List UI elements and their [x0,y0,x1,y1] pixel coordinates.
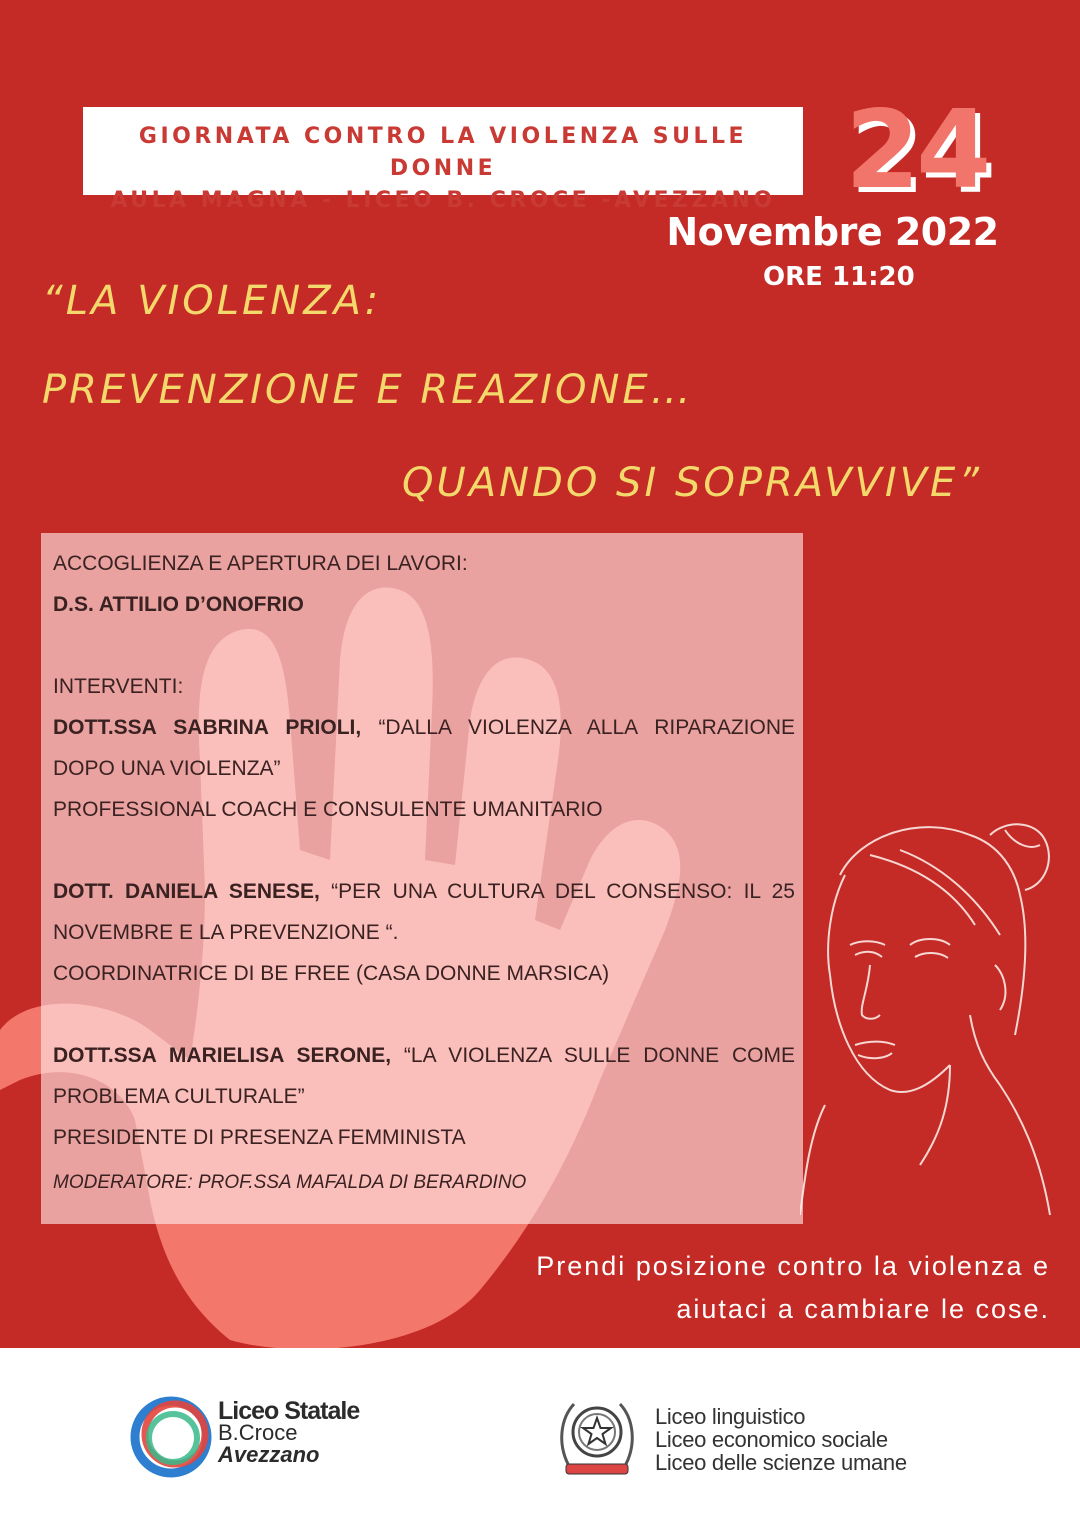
speaker-1-role: PROFESSIONAL COACH E CONSULENTE UMANITARIO [53,798,603,821]
interventions-label: INTERVENTI: [53,675,184,698]
slogan-line-1: Prendi posizione contro la violenza e [536,1251,1050,1281]
speaker-2-talk-cont: NOVEMBRE E LA PREVENZIONE “. [53,921,399,944]
speaker-3-line [53,1035,795,1076]
school-name-3: Avezzano [218,1442,320,1467]
program-box [41,533,803,1224]
speaker-3-name: DOTT.SSA MARIELISA SERONE, [53,1044,392,1067]
school-name-2: B.Croce [218,1420,298,1445]
speaker-2-line [53,871,795,912]
opening-label: ACCOGLIENZA E APERTURA DEI LAVORI: [53,552,468,575]
speaker-1-talk: “DALLA VIOLENZA ALLA RIPARAZIONE [378,716,795,739]
school-name-1: Liceo Statale [218,1397,360,1425]
woman-face-icon [800,815,1060,1235]
event-month-year: Novembre 2022 [666,210,999,254]
speaker-3-talk-cont: PROBLEMA CULTURALE” [53,1085,305,1108]
event-header [83,107,803,213]
speaker-1-line [53,707,795,748]
speaker-3-role: PRESIDENTE DI PRESENZA FEMMINISTA [53,1126,466,1149]
speaker-2-name: DOTT. DANIELA SENESE, [53,880,320,903]
opening-name: D.S. ATTILIO D’ONOFRIO [53,593,304,616]
event-time: ORE 11:20 [763,262,915,292]
moderator: MODERATORE: PROF.SSA MAFALDA DI BERARDINO [53,1172,527,1193]
speaker-2-talk: “PER UNA CULTURA DEL CONSENSO: IL 25 [331,880,795,903]
school-type-1: Liceo linguistico [655,1404,806,1429]
school-logo-text [218,1397,360,1467]
speaker-1-talk-cont: DOPO UNA VIOLENZA” [53,757,281,780]
event-location: AULA MAGNA - LICEO B. CROCE -AVEZZANO [110,188,776,213]
school-logo-rings-icon [125,1392,220,1480]
event-day: 24 [845,88,988,213]
school-type-2: Liceo economico sociale [655,1427,888,1452]
school-list [655,1405,907,1474]
event-title: GIORNATA CONTRO LA VIOLENZA SULLE DONNE [138,124,748,181]
title-line-2: PREVENZIONE E REAZIONE… [42,367,694,413]
speaker-3-talk: “LA VIOLENZA SULLE DONNE COME [403,1044,795,1067]
school-type-3: Liceo delle scienze umane [655,1450,907,1475]
italian-emblem-icon [556,1394,638,1480]
title-line-3: QUANDO SI SOPRAVVIVE” [402,460,982,506]
slogan-line-2: aiutaci a cambiare le cose. [676,1294,1050,1324]
speaker-1-name: DOTT.SSA SABRINA PRIOLI, [53,716,362,739]
slogan [420,1245,1050,1331]
speaker-2-role: COORDINATRICE DI BE FREE (CASA DONNE MARSICA) [53,962,610,985]
title-line-1: “LA VIOLENZA: [42,278,382,324]
